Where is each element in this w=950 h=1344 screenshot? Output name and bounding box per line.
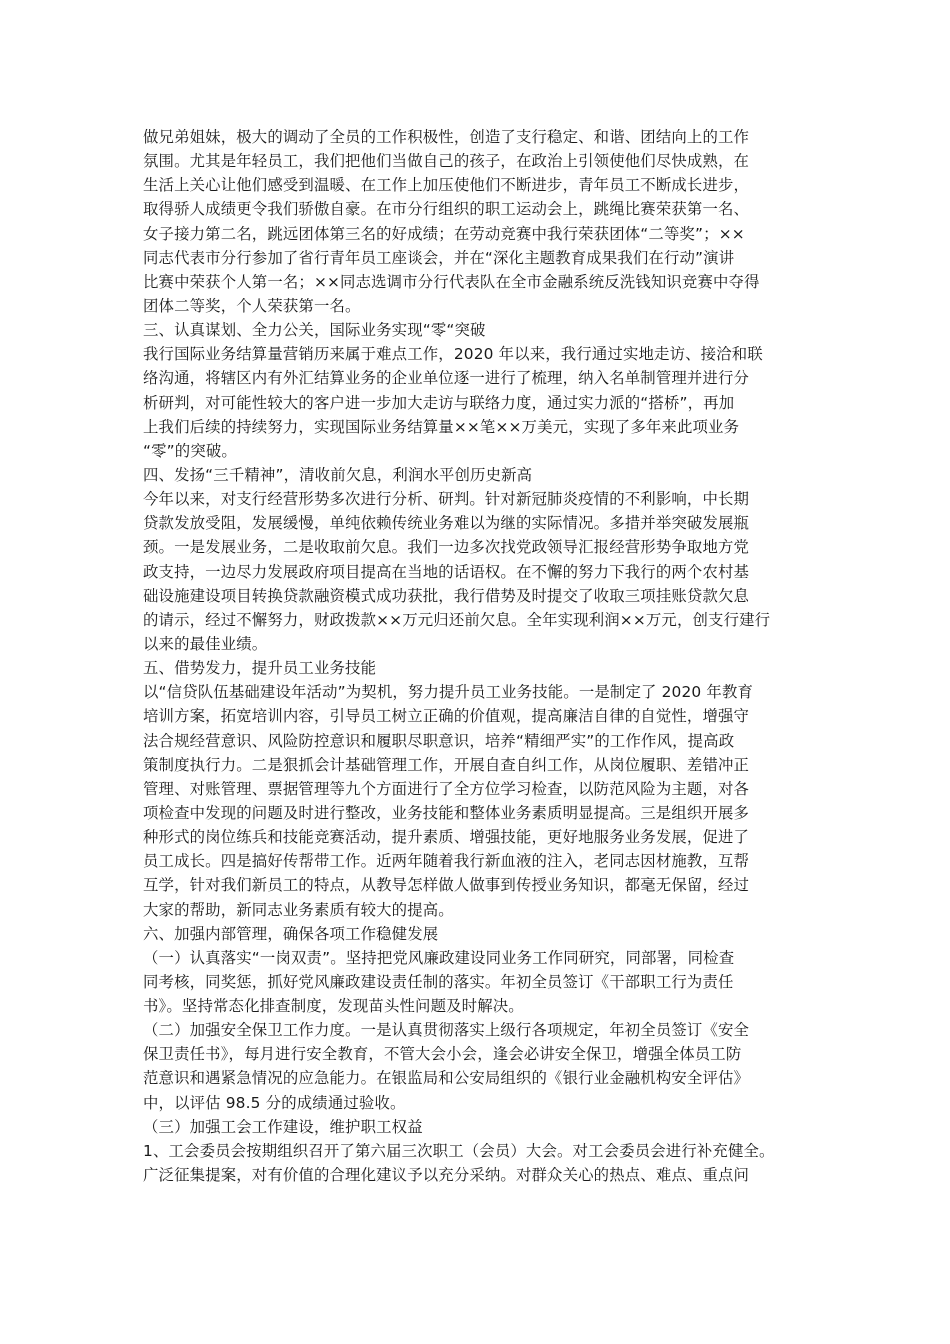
body-line: （一）认真落实“一岗双责”。坚持把党风廉政建设同业务工作同研究，同部署，同检查	[143, 948, 735, 967]
body-line: 我行国际业务结算量营销历来属于难点工作，2020 年以来，我行通过实地走访、接洽和联	[143, 345, 763, 364]
body-line: 法合规经营意识、风险防控意识和履职尽职意识，培养“精细严实”的工作作风，提高政	[143, 731, 735, 750]
section-heading: 五、借势发力，提升员工业务技能	[143, 659, 377, 678]
subsection-heading: （三）加强工会工作建设，维护职工权益	[143, 1117, 423, 1136]
body-line: 氛围。尤其是年轻员工，我们把他们当做自己的孩子，在政治上引领使他们尽快成熟，在	[143, 152, 750, 171]
body-line: 做兄弟姐妹，极大的调动了全员的工作积极性，创造了支行稳定、和谐、团结向上的工作	[143, 128, 750, 146]
body-line: 上我们后续的持续努力，实现国际业务结算量××笔××万美元，实现了多年来此项业务	[143, 417, 740, 436]
document-body	[143, 125, 833, 1187]
body-line: 础设施建设项目转换贷款融资模式成功获批，我行借势及时提交了收取三项挂账贷款欠息	[143, 586, 750, 605]
body-line: 项检查中发现的问题及时进行整改，业务技能和整体业务素质明显提高。三是组织开展多	[143, 803, 750, 822]
body-line: 同考核，同奖惩，抓好党风廉政建设责任制的落实。年初全员签订《干部职工行为责任	[143, 972, 734, 991]
body-line: 策制度执行力。二是狠抓会计基础管理工作，开展自查自纠工作，从岗位履职、差错冲正	[143, 755, 750, 774]
body-line: 范意识和遇紧急情况的应急能力。在银监局和公安局组织的《银行业金融机构安全评估》	[143, 1069, 750, 1088]
body-line: 互学，针对我们新员工的特点，从教导怎样做人做事到传授业务知识，都毫无保留，经过	[143, 876, 750, 895]
section-heading: 六、加强内部管理，确保各项工作稳健发展	[143, 924, 439, 943]
body-line: 大家的帮助，新同志业务素质有较大的提高。	[143, 900, 454, 919]
body-line: 员工成长。四是搞好传帮带工作。近两年随着我行新血液的注入，老同志因材施教，互帮	[143, 852, 750, 871]
body-line: 贷款发放受阻，发展缓慢，单纯依赖传统业务难以为继的实际情况。多措并举突破发展瓶	[143, 514, 750, 533]
body-line: 以“信贷队伍基础建设年活动”为契机，努力提升员工业务技能。一是制定了 2020 年教育	[143, 683, 754, 702]
body-line: 同志代表市分行参加了省行青年员工座谈会，并在“深化主题教育成果我们在行动”演讲	[143, 248, 735, 267]
body-line: 广泛征集提案，对有价值的合理化建议予以充分采纳。对群众关心的热点、难点、重点问	[143, 1166, 750, 1185]
body-line: 以来的最佳业绩。	[143, 634, 268, 653]
body-line: 管理、对账管理、票据管理等九个方面进行了全方位学习检查，以防范风险为主题，对各	[143, 779, 750, 798]
body-line: 络沟通，将辖区内有外汇结算业务的企业单位逐一进行了梳理，纳入名单制管理并进行分	[143, 369, 750, 388]
body-line: 的请示，经过不懈努力，财政拨款××万元归还前欠息。全年实现利润××万元，创支行建行	[143, 610, 771, 629]
body-line: 生活上关心让他们感受到温暖、在工作上加压使他们不断进步，青年员工不断成长进步，	[143, 176, 750, 195]
body-line: 书》。坚持常态化排查制度，发现苗头性问题及时解决。	[143, 997, 524, 1016]
body-line: 析研判，对可能性较大的客户进一步加大走访与联络力度，通过实力派的“搭桥”，再加	[143, 393, 735, 412]
body-line: 保卫责任书》，每月进行安全教育，不管大会小会，逢会必讲安全保卫，增强全体员工防	[143, 1045, 742, 1064]
body-line: 取得骄人成绩更令我们骄傲自豪。在市分行组织的职工运动会上，跳绳比赛荣获第一名、	[143, 200, 750, 219]
body-line: 政支持，一边尽力发展政府项目提高在当地的话语权。在不懈的努力下我行的两个农村基	[143, 562, 750, 581]
body-line: 培训方案，拓宽培训内容，引导员工树立正确的价值观，提高廉洁自律的自觉性，增强守	[143, 707, 750, 726]
body-line: 种形式的岗位练兵和技能竞赛活动，提升素质、增强技能，更好地服务业务发展，促进了	[143, 828, 750, 847]
body-line: 今年以来，对支行经营形势多次进行分析、研判。针对新冠肺炎疫情的不利影响，中长期	[143, 490, 750, 509]
section-heading: 四、发扬“三千精神”，清收前欠息，利润水平创历史新高	[143, 465, 533, 484]
body-line: 女子接力第二名，跳远团体第三名的好成绩；在劳动竞赛中我行荣获团体“二等奖”；××	[143, 224, 745, 243]
section-heading: 三、认真谋划、全力公关，国际业务实现“零“突破	[143, 321, 486, 340]
body-line: 1、工会委员会按期组织召开了第六届三次职工（会员）大会。对工会委员会进行补充健全。	[143, 1141, 775, 1160]
body-line: 比赛中荣获个人第一名；××同志选调市分行代表队在全市金融系统反洗钱知识竞赛中夺得	[143, 272, 760, 291]
body-line: 团体二等奖，个人荣获第一名。	[143, 296, 361, 315]
body-line: （二）加强安全保卫工作力度。一是认真贯彻落实上级行各项规定，年初全员签订《安全	[143, 1021, 750, 1040]
body-line: “零”的突破。	[143, 441, 237, 460]
body-line: 颈。一是发展业务，二是收取前欠息。我们一边多次找党政领导汇报经营形势争取地方党	[143, 538, 750, 557]
body-line: 中，以评估 98.5 分的成绩通过验收。	[143, 1093, 406, 1112]
